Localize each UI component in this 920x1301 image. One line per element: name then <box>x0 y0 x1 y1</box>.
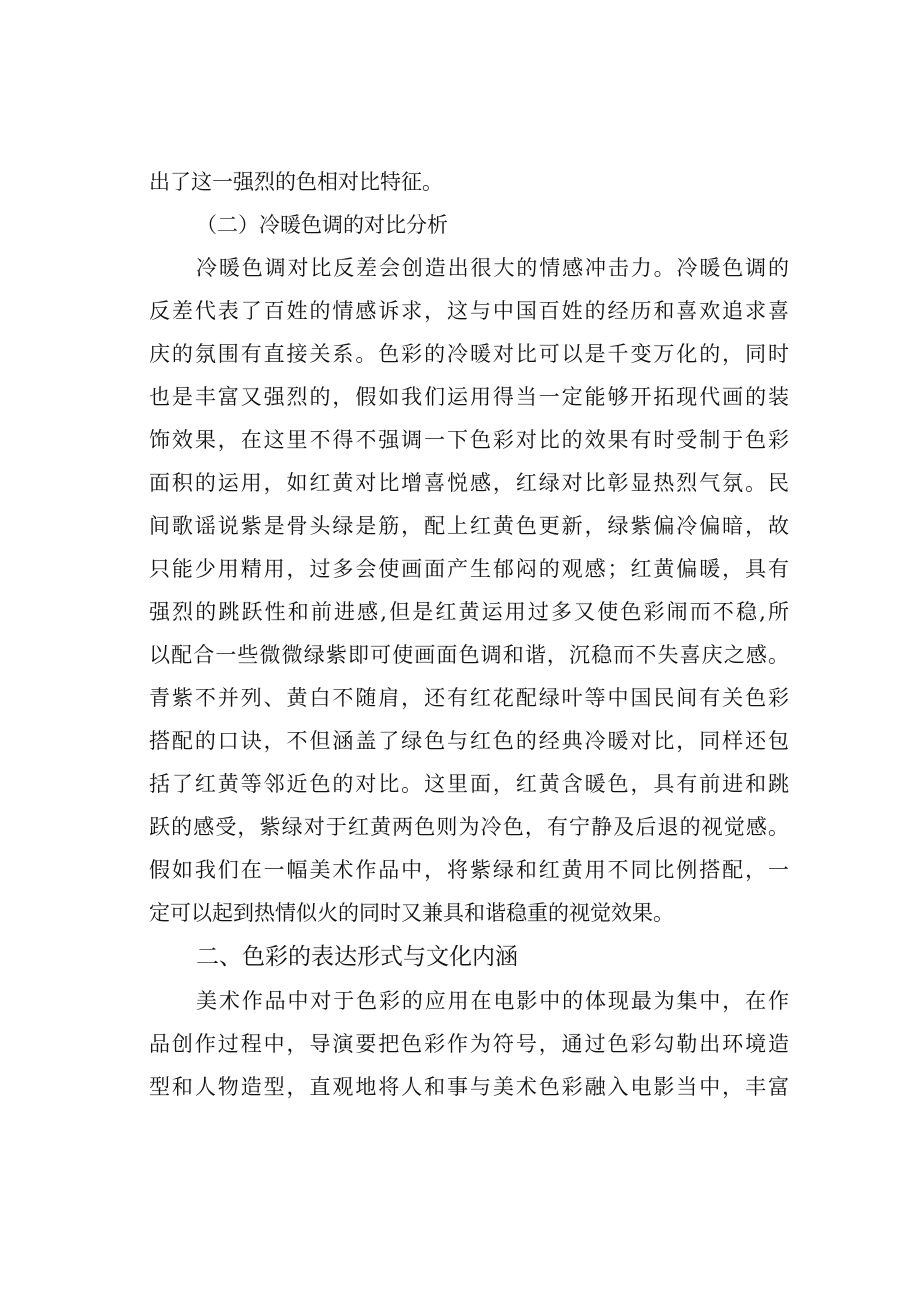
text-line: 搭配的口诀，不但涵盖了绿色与红色的经典冷暖对比，同样还包 <box>149 729 789 753</box>
text-line: 反差代表了百姓的情感诉求，这与中国百姓的经历和喜欢追求喜 <box>149 299 789 323</box>
section-heading: 二、色彩的表达形式与文化内涵 <box>196 944 518 970</box>
text-line: 冷暖色调对比反差会创造出很大的情感冲击力。冷暖色调的 <box>196 256 789 280</box>
text-line: 括了红黄等邻近色的对比。这里面，红黄含暖色，具有前进和跳 <box>149 772 789 796</box>
text-line: 假如我们在一幅美术作品中，将紫绿和红黄用不同比例搭配，一 <box>149 858 789 882</box>
text-line: 以配合一些微微绿紫即可使画面色调和谐，沉稳而不失喜庆之感。 <box>149 643 789 667</box>
text-line: 品创作过程中，导演要把色彩作为符号，通过色彩勾勒出环境造 <box>149 1032 789 1056</box>
text-line: 跃的感受，紫绿对于红黄两色则为冷色，有宁静及后退的视觉感。 <box>149 815 789 839</box>
text-line: 间歌谣说紫是骨头绿是筋，配上红黄色更新，绿紫偏冷偏暗，故 <box>149 514 789 538</box>
text-line: 只能少用精用，过多会使画面产生郁闷的观感；红黄偏暖，具有 <box>149 557 789 581</box>
text-line: 型和人物造型，直观地将人和事与美术色彩融入电影当中，丰富 <box>149 1075 789 1099</box>
text-line: 饰效果，在这里不得不强调一下色彩对比的效果有时受制于色彩 <box>149 428 789 452</box>
text-line: 出了这一强烈的色相对比特征。 <box>149 170 443 194</box>
text-line: 青紫不并列、黄白不随肩，还有红花配绿叶等中国民间有关色彩 <box>149 686 789 710</box>
text-line: 也是丰富又强烈的，假如我们运用得当一定能够开拓现代画的装 <box>149 385 789 409</box>
section-subheading: （二）冷暖色调的对比分析 <box>196 213 448 237</box>
text-line: 定可以起到热情似火的同时又兼具和谐稳重的视觉效果。 <box>149 901 674 925</box>
text-line: 庆的氛围有直接关系。色彩的冷暖对比可以是千变万化的，同时 <box>149 342 789 366</box>
text-line: 美术作品中对于色彩的应用在电影中的体现最为集中，在作 <box>196 989 789 1013</box>
text-line: 面积的运用，如红黄对比增喜悦感，红绿对比彰显热烈气氛。民 <box>149 471 789 495</box>
text-line: 强烈的跳跃性和前进感,但是红黄运用过多又使色彩闹而不稳,所 <box>149 600 789 624</box>
